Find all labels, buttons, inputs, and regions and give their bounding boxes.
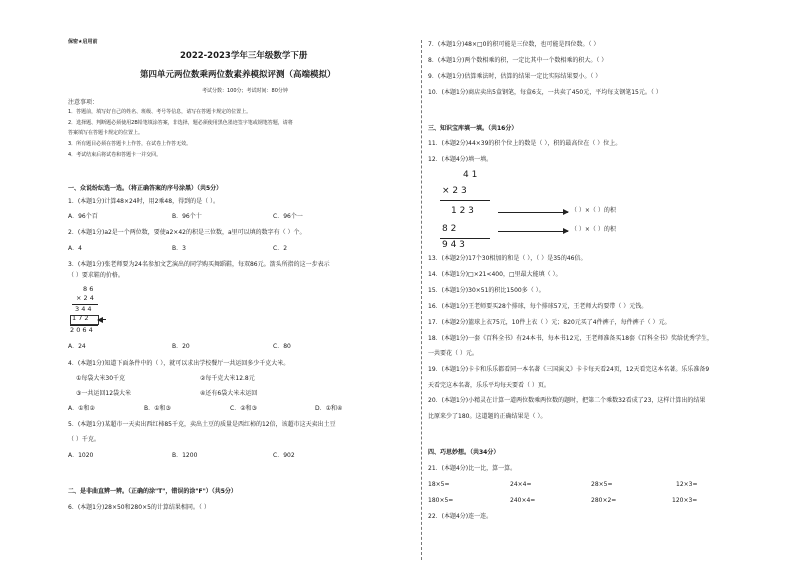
q9-text: 9．(本题1分)估算乘法时，估算的结果一定比实际结果要小。（ ）	[428, 73, 602, 80]
q1-option-c[interactable]: C．96个一	[273, 213, 303, 220]
q4-option-b[interactable]: B．①和③	[144, 405, 171, 412]
q15-text: 15．(本题1分)30×51的积比1500多（ ）。	[428, 287, 545, 294]
q21-expr[interactable]: 120×3=	[672, 497, 698, 504]
note-item: 4．考试结束后将试卷和答题卡一并交回。	[68, 152, 162, 158]
q3-row1: 8 6	[83, 285, 94, 293]
q12-line	[440, 200, 490, 201]
q12-row5: 9 4 3	[442, 240, 465, 250]
q12-arrow1-icon	[498, 212, 568, 213]
q4-option-a[interactable]: A．①和②	[68, 405, 95, 412]
exam-info: 考试分数：100分；考试时间：80分钟	[202, 88, 288, 94]
q21-expr[interactable]: 18×5=	[428, 481, 450, 488]
q1-option-b[interactable]: B．96个十	[172, 213, 202, 220]
q3-option-b[interactable]: B．20	[172, 343, 190, 350]
q6-text: 6．(本题1分)28×50和280×5的计算结果相同。（ ）	[68, 504, 210, 511]
q4-option-c[interactable]: C．②和③	[230, 405, 257, 412]
q18-text-2: 一共要花（ ）元。	[428, 350, 478, 357]
section2-heading: 二、是非曲直辨一辨。（正确的涂"T"，错误的涂"F"）（共5分）	[68, 488, 237, 495]
q21-expr[interactable]: 12×3=	[676, 481, 698, 488]
q21-expr[interactable]: 280×2=	[591, 497, 617, 504]
q13-text: 13．(本题2分)17个30相加的和是（ ），（ ）是35的46倍。	[428, 255, 587, 262]
q19-text-2: 天看完这本名著，乐乐平均每天要看（ ）页。	[428, 382, 550, 389]
main-title: 第四单元两位数乘两位数素养模拟评测（高端模拟）	[140, 70, 336, 80]
q5-option-b[interactable]: B．1200	[172, 452, 198, 459]
q12-row2: × 2 3	[442, 186, 467, 196]
note-item: 3．所有题目必须在答题卡上作答，在试卷上作答无效。	[68, 141, 192, 147]
q12-text: 12．(本题4分)填一填。	[428, 156, 493, 163]
q3-text-2: （ ）要求鞋的价格。	[68, 272, 124, 279]
q21-text: 21．(本题4分)比一比，算一算。	[428, 465, 517, 472]
q3-row5: 2 0 6 4	[70, 326, 93, 334]
q10-text: 10．(本题1分)商店卖出5盒钢笔，每盒6支，一共卖了450元，平均每支钢笔15元。（ ）	[428, 89, 662, 96]
q4-option-d[interactable]: D．①和④	[315, 405, 343, 412]
q3-row4: 1 7 2	[72, 314, 89, 322]
q21-expr[interactable]: 24×4=	[510, 481, 532, 488]
left-column	[68, 0, 416, 562]
section4-heading: 四、巧思妙想。（共34分）	[428, 449, 500, 456]
q5-option-a[interactable]: A．1020	[68, 452, 94, 459]
q12-row1: 4 1	[463, 170, 478, 180]
q21-expr[interactable]: 240×4=	[510, 497, 536, 504]
q12-arrow2-icon	[498, 231, 568, 232]
q3-option-a[interactable]: A．24	[68, 343, 86, 350]
q4-condition: ①每袋大米30千克	[76, 375, 126, 382]
q2-option-c[interactable]: C．2	[273, 245, 288, 252]
q4-text: 4．(本题1分)知道下面条件中的（ ），就可以求出学校餐厅一共运回多少千克大米。	[68, 360, 290, 367]
q3-row3: 3 4 4	[75, 305, 92, 313]
q2-option-b[interactable]: B．3	[172, 245, 186, 252]
secret-label: 保密★启用前	[68, 39, 98, 45]
q4-condition: ③一共运回12袋大米	[76, 390, 132, 397]
q5-option-c[interactable]: C．902	[273, 452, 295, 459]
q12-row4: 8 2	[442, 224, 457, 234]
q3-arrow-icon	[98, 319, 106, 320]
q4-condition: ④还有6袋大米未运回	[200, 390, 258, 397]
q12-blank1[interactable]: （ ）×（ ）的积	[571, 207, 616, 214]
note-item: 1．答题前，填写好自己的姓名、班级、考号等信息，请写在答题卡规定的位置上。	[68, 109, 252, 115]
q7-text: 7．(本题1分)48×□0的积可能是三位数，也可能是四位数。（ ）	[428, 41, 600, 48]
column-divider	[421, 40, 422, 560]
q19-text: 19．(本题1分)卡卡和乐乐都看同一本名著《三国演义》卡卡每天看24页，12天看完这本名著。乐乐准备9	[428, 366, 710, 373]
q2-option-a[interactable]: A．4	[68, 245, 82, 252]
q3-option-c[interactable]: C．80	[273, 343, 291, 350]
q11-text: 11．(本题2分)44×39的积个位上的数是（ ），积的最高位在（ ）位上。	[428, 140, 622, 147]
note-item: 答案填写在答题卡规定的位置上。	[68, 130, 144, 136]
q8-text: 8．(本题1分)两个数相乘的积，一定比其中一个数相乘的积大。（ ）	[428, 57, 608, 64]
q20-text: 20．(本题1分)小精灵在计算一道两位数乘两位数的题时，把第二个乘数32看成了23，这样计算出的结果	[428, 397, 706, 404]
section3-heading: 三、知识宝库填一填。（共16分）	[428, 125, 518, 132]
q1-text: 1．(本题1分)计算48×24时，用2乘48，得到的是（ ）。	[68, 198, 219, 205]
q21-expr[interactable]: 28×5=	[591, 481, 613, 488]
q21-expr[interactable]: 180×5=	[428, 497, 454, 504]
year-title: 2022-2023学年三年级数学下册	[180, 51, 308, 61]
note-item: 2．选择题、判断题必须使用2B铅笔填涂答案，非选择，题必须使用黑色墨迹签字笔或钢笔答题，请将	[68, 120, 293, 126]
q2-text: 2．(本题1分)a2是一个两位数，要使a2×42的积是三位数，a里可以填的数字有（ ）个。	[68, 229, 306, 236]
q18-text: 18．(本题1分)一套《百科全书》有24本书，每本书12元，王老师准备买18套《百科全书》奖给优秀学生，	[428, 335, 714, 342]
right-column	[428, 0, 758, 562]
q12-line	[440, 238, 490, 239]
q12-row3: 1 2 3	[451, 206, 474, 216]
q12-blank2[interactable]: （ ）×（ ）的积	[571, 226, 616, 233]
q3-text: 3．(本题1分)张老师要为24名参加文艺演出的同学购买舞蹈鞋，每双86元。箭头所指的这一步表示	[68, 261, 330, 268]
q3-row2: × 2 4	[76, 294, 94, 302]
q1-option-a[interactable]: A．96个百	[68, 213, 98, 220]
q5-text: 5．(本题1分)某超市一天卖出西红柿85千克，卖出土豆的质量是西红柿的12倍，该超市这天卖出土豆	[68, 421, 336, 428]
notes-heading: 注意事项：	[68, 99, 99, 106]
q20-text-2: 比原来少了180。这道题的正确结果是（ ）。	[428, 413, 547, 420]
q14-text: 14．(本题1分)□×21<400，□里最大能填（ ）。	[428, 271, 562, 278]
q16-text: 16．(本题1分)王老师要买28个排球，每个排球57元，王老师大约要带（ ）元钱。	[428, 303, 648, 310]
q5-text-2: （ ）千克。	[68, 436, 100, 443]
q17-text: 17．(本题2分)篮球上衣75元，10件上衣（ ）元；820元买了4件裤子，每件裤子（ ）元。	[428, 319, 671, 326]
section1-heading: 一、众说纷纭选一选。（将正确答案的序号涂黑）（共5分）	[68, 185, 223, 192]
q22-text: 22．(本题4分)连一连。	[428, 513, 493, 520]
q4-condition: ②每千克大米12.8元	[200, 375, 255, 382]
